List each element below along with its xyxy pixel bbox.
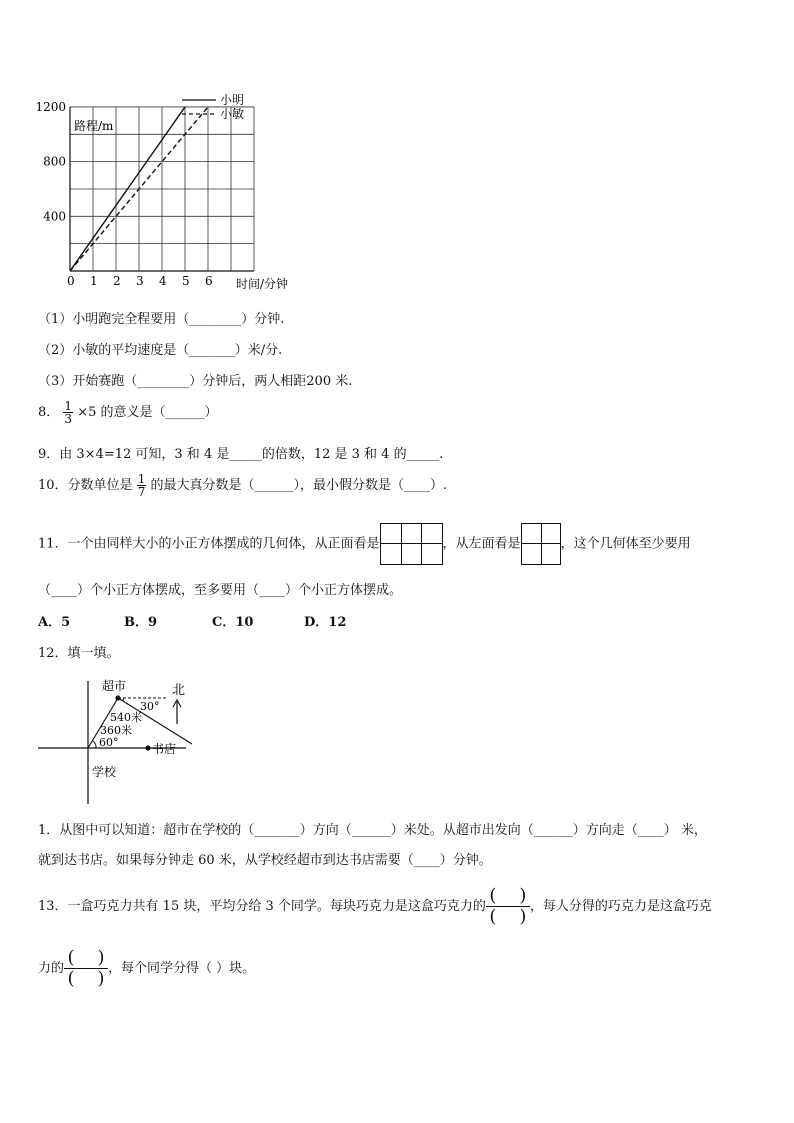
q10-text-b: 的最大真分数是（______），最小假分数是（____）. [150, 478, 448, 493]
x-tick-label: 5 [182, 274, 190, 288]
q13-blank-fraction-2: $\frac{( )}{( )}$ [64, 948, 108, 989]
label-360m: 360米 [100, 724, 132, 737]
label-supermarket: 超市 [102, 679, 127, 693]
supermarket-point [115, 695, 120, 700]
left-view-figure [521, 523, 561, 565]
q7-sub3: （3）开始赛跑（________）分钟后，两人相距200 米. [38, 374, 353, 389]
q13-text-b: ，每人分得的巧克力是这盒巧克 [529, 899, 712, 914]
x-axis-label: 时间/分钟 [236, 277, 289, 291]
q10-frac-num: 1 [137, 472, 146, 486]
q10-frac-den: 7 [137, 485, 146, 499]
y-tick-label: 800 [43, 154, 66, 169]
legend-label-xiaoming: 小明 [220, 93, 245, 107]
legend-label-xiaomin: 小敏 [220, 107, 245, 121]
q13-text-c: 力的 [38, 961, 65, 976]
q7-sub2: （2）小敏的平均速度是（_______）米/分. [38, 343, 283, 358]
q13-text-d: ，每个同学分得（ ）块。 [108, 961, 256, 976]
q8-frac-den: 3 [64, 412, 73, 426]
q11-line2: （____）个小正方体摆成，至多要用（____）个小正方体摆成。 [38, 583, 403, 598]
y-axis-label: 路程/m [74, 119, 114, 133]
q11-option-c: C．10 [212, 615, 254, 630]
q8-text: ×5 的意义是（______） [77, 405, 218, 420]
label-540m: 540米 [110, 711, 142, 724]
label-school: 学校 [92, 765, 117, 779]
label-angle-30: 30° [140, 700, 160, 713]
q8-frac-num: 1 [64, 399, 73, 413]
bookstore-point [145, 745, 150, 750]
q8-fraction [63, 400, 73, 425]
q12-title: 12．填一填。 [38, 646, 120, 661]
q7-sub1: （1）小明跑完全程要用（________）分钟. [38, 312, 285, 327]
question-11 [38, 523, 691, 566]
question-8 [38, 400, 218, 425]
q11-option-b: B．9 [124, 615, 158, 630]
q11-text-c: ，这个几何体至少要用 [560, 536, 691, 552]
y-tick-label: 1200 [35, 99, 66, 114]
x-tick-label: 2 [113, 274, 121, 288]
x-tick-label: 3 [136, 274, 144, 288]
label-bookstore: 书店 [152, 742, 177, 756]
x-tick-label: 6 [205, 274, 213, 288]
question-13 [38, 884, 712, 930]
q11-option-d: D．12 [304, 615, 347, 630]
q13-text-a: 13．一盒巧克力共有 15 块，平均分给 3 个同学。每块巧克力是这盒巧克力的 [38, 899, 486, 914]
x-tick-label: 0 [67, 274, 75, 288]
q11-option-a: A．5 [38, 615, 71, 630]
y-tick-label: 400 [43, 209, 66, 224]
q10-fraction [137, 473, 147, 498]
q8-number: 8． [38, 405, 60, 420]
q12-line1: 1．从图中可以知道：超市在学校的（_______）方向（______）米处。从超市出发向（______）方向走（____） 米， [38, 823, 707, 838]
label-angle-60: 60° [99, 736, 119, 749]
direction-diagram [36, 676, 206, 806]
label-north: 北 [172, 683, 186, 698]
q11-text-a: 11．一个由同样大小的小正方体摆成的几何体，从正面看是 [38, 536, 380, 552]
question-10 [38, 473, 447, 498]
q13-blank-fraction-1: $\frac{( )}{( )}$ [486, 886, 530, 927]
distance-time-chart [30, 88, 330, 298]
x-tick-label: 1 [90, 274, 98, 288]
x-tick-label: 4 [159, 274, 167, 288]
q11-text-b: ，从左面看是 [442, 536, 521, 552]
front-view-figure [380, 523, 443, 565]
question-9: 9．由 3×4=12 可知，3 和 4 是_____的倍数，12 是 3 和 4 的_____. [38, 447, 444, 462]
question-13-cont [38, 946, 255, 992]
q12-line2: 就到达书店。如果每分钟走 60 米，从学校经超市到达书店需要（____）分钟。 [38, 853, 492, 868]
q10-text-a: 10．分数单位是 [38, 478, 133, 493]
